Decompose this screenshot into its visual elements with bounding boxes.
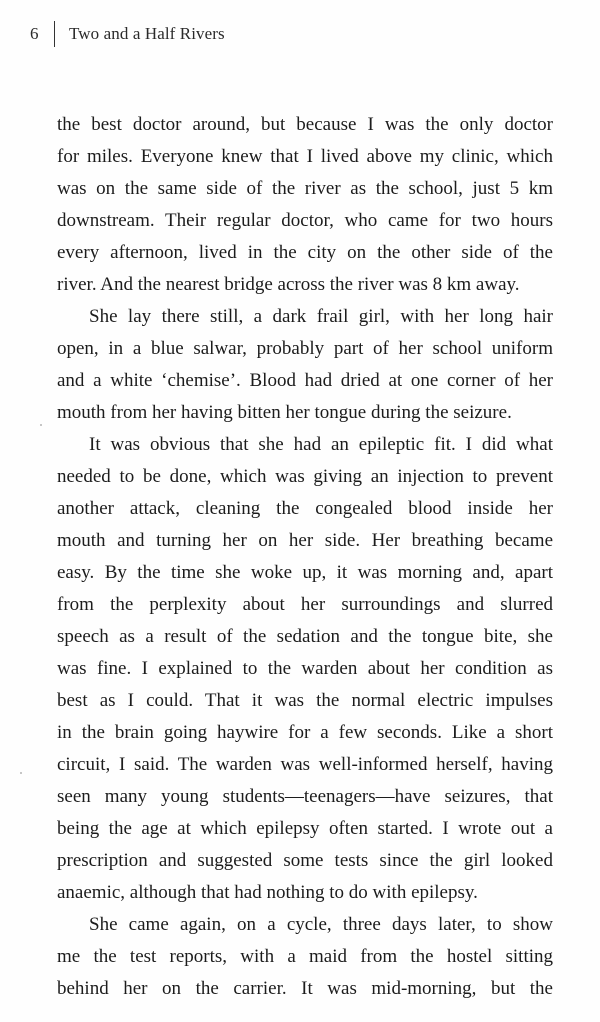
paragraph-1 bbox=[57, 109, 553, 301]
body-text bbox=[57, 109, 553, 1005]
text-line: another attack, cleaning the congealed blood inside her bbox=[57, 498, 553, 519]
book-title: Two and a Half Rivers bbox=[69, 24, 225, 43]
page-number: 6 bbox=[30, 24, 39, 43]
running-head bbox=[30, 20, 225, 48]
text-line: in the brain going haywire for a few seconds. Like a short bbox=[57, 722, 553, 743]
text-line: It was obvious that she had an epileptic fit. I did what bbox=[89, 434, 553, 455]
text-line: behind her on the carrier. It was mid-morning, but the bbox=[57, 978, 553, 999]
text-line: river. And the nearest bridge across the river was 8 km away. bbox=[57, 274, 520, 295]
paragraph-3 bbox=[57, 429, 553, 909]
text-line: best as I could. That it was the normal electric impulses bbox=[57, 690, 553, 711]
text-line: for miles. Everyone knew that I lived above my clinic, which bbox=[57, 146, 553, 167]
text-line: the best doctor around, but because I was the only doctor bbox=[57, 114, 553, 135]
text-line: anaemic, although that had nothing to do with epilepsy. bbox=[57, 882, 478, 903]
text-line: me the test reports, with a maid from the hostel sitting bbox=[57, 946, 553, 967]
text-line: seen many young students—teenagers—have seizures, that bbox=[57, 786, 553, 807]
text-line: every afternoon, lived in the city on the other side of the bbox=[57, 242, 553, 263]
text-line: being the age at which epilepsy often started. I wrote out a bbox=[57, 818, 553, 839]
text-line: mouth and turning her on her side. Her breathing became bbox=[57, 530, 553, 551]
text-line: open, in a blue salwar, probably part of her school uniform bbox=[57, 338, 553, 359]
scan-speck bbox=[40, 424, 42, 426]
text-line: from the perplexity about her surroundings and slurred bbox=[57, 594, 553, 615]
paragraph-4 bbox=[57, 909, 553, 1005]
text-line: needed to be done, which was giving an injection to prevent bbox=[57, 466, 553, 487]
text-line: circuit, I said. The warden was well-informed herself, having bbox=[57, 754, 553, 775]
text-line: was on the same side of the river as the school, just 5 km bbox=[57, 178, 553, 199]
text-line: downstream. Their regular doctor, who came for two hours bbox=[57, 210, 553, 231]
text-line: easy. By the time she woke up, it was morning and, apart bbox=[57, 562, 553, 583]
header-divider bbox=[54, 21, 55, 47]
text-line: and a white ‘chemise’. Blood had dried at one corner of her bbox=[57, 370, 553, 391]
text-line: She came again, on a cycle, three days later, to show bbox=[89, 914, 553, 935]
paragraph-2 bbox=[57, 301, 553, 429]
text-line: speech as a result of the sedation and the tongue bite, she bbox=[57, 626, 553, 647]
text-line: prescription and suggested some tests since the girl looked bbox=[57, 850, 553, 871]
text-line: was fine. I explained to the warden about her condition as bbox=[57, 658, 553, 679]
text-line: She lay there still, a dark frail girl, with her long hair bbox=[89, 306, 553, 327]
scan-speck bbox=[20, 772, 22, 774]
text-line: mouth from her having bitten her tongue during the seizure. bbox=[57, 402, 512, 423]
